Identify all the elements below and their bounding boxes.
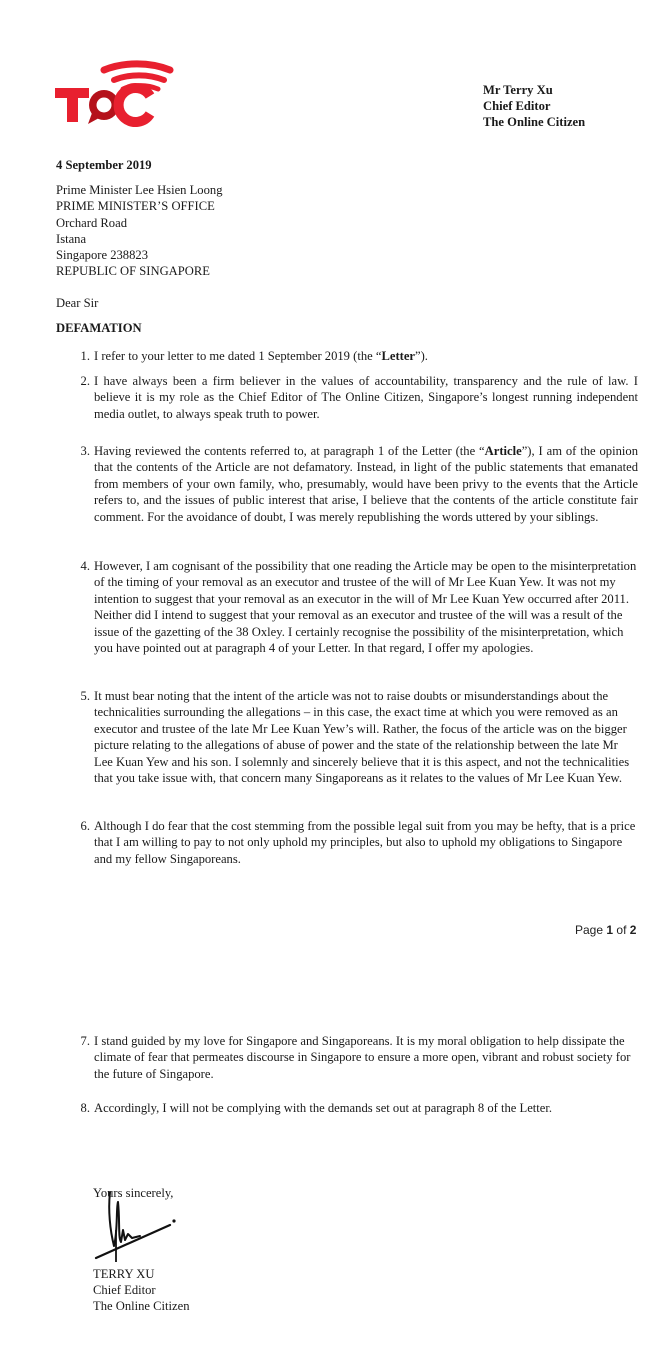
paragraph-4 <box>76 558 638 656</box>
sender-organisation: The Online Citizen <box>483 115 586 129</box>
paragraph-text: I have always been a firm believer in the values of accountability, transparency and the rule of law. I believe it is my role as the Chief Editor of The Online Citizen, Singapore’s longest running independent media outlet, to always speak truth to power. <box>94 374 638 421</box>
paragraph-text: Accordingly, I will not be complying with the demands set out at paragraph 8 of the Letter. <box>94 1101 553 1115</box>
paragraph-number: 3. <box>80 444 90 458</box>
recipient-line: Prime Minister Lee Hsien Loong <box>56 183 223 197</box>
page-label: Page <box>575 923 604 937</box>
paragraph-3 <box>76 443 638 525</box>
salutation: Dear Sir <box>56 296 99 310</box>
letter-date: 4 September 2019 <box>56 158 152 172</box>
paragraph-number: 7. <box>80 1034 90 1048</box>
signoff-block <box>93 1266 190 1315</box>
paragraph-5 <box>76 688 638 786</box>
paragraph-number: 1. <box>80 349 90 363</box>
defined-term: Article <box>484 444 522 458</box>
text-segment: ”), I am of the opinion that the contents of the Article are not defamatory. Instead, in light of the public statements that emanated from members of your own family, who, presumably, would have been privy to the events that the Article refers to, and the issues of public interest that arise, I believe that the contents of the article constitute fair comment. For the avoidance of doubt, I was merely republishing the words uttered by your siblings. <box>94 444 638 524</box>
paragraph-text: I stand guided by my love for Singapore and Singaporeans. It is my moral obligation to help dissipate the climate of fear that permeates discourse in Singapore to ensure a more open, vibrant and robust society for the future of Singapore. <box>94 1034 631 1081</box>
paragraph-number: 2. <box>80 374 90 388</box>
page-number <box>575 922 636 938</box>
toc-logo <box>52 50 177 130</box>
paragraph-8 <box>76 1100 638 1116</box>
recipient-line: REPUBLIC OF SINGAPORE <box>56 264 210 279</box>
paragraph-number: 4. <box>80 559 90 573</box>
signature-icon <box>88 1190 198 1270</box>
closing: Yours sincerely, <box>93 1186 174 1200</box>
total-pages: 2 <box>629 923 637 937</box>
paragraph-text: It must bear noting that the intent of the article was not to raise doubts or misunderstandings about the technicalities surrounding the allegations – in this case, the exact time at which you were removed as an executor and trustee of the late Mr Lee Kuan Yew’s will. Rather, the focus of the article was on the bigger picture relating to the allegations of abuse of power and the state of the relationship between the late Mr Lee Kuan Yew and his son. I solemnly and sincerely believe that it is this aspect, and not the technicalities that you take issue with, that concern many Singaporeans as it relates to the values of Mr Lee Kuan Yew. <box>94 689 630 786</box>
defined-term: Letter <box>381 349 416 363</box>
paragraph-1 <box>76 348 638 364</box>
paragraph-text: However, I am cognisant of the possibility that one reading the Article may be open to the misinterpretation of the timing of your removal as an executor and trustee of the will of Mr Lee Kuan Yew. It was not my intention to suggest that your removal as an executor in the will of Mr Lee Kuan Yew occurred after 2011. Neither did I intend to suggest that your removal as an executor and trustee of the will was a result of the issue of the gazetting of the 38 Oxley. I certainly recognise the possibility of the misinterpretation, which you have pointed out at paragraph 4 of your Letter. In that regard, I offer my apologies. <box>94 559 637 656</box>
paragraph-text: Although I do fear that the cost stemming from the possible legal suit from you may be hefty, that is a price that I am willing to pay to not only uphold my principles, but also to uphold my obligations to Singapore and my fellow Singaporeans. <box>94 819 636 866</box>
recipient-address <box>56 182 223 280</box>
paragraph-number: 8. <box>80 1101 90 1115</box>
of-label: of <box>616 923 627 937</box>
handwritten-signature <box>88 1190 198 1270</box>
recipient-line: Orchard Road <box>56 215 127 230</box>
text-segment: ”). <box>415 349 428 363</box>
text-segment: I refer to your letter to me dated 1 September 2019 (the “ <box>94 349 382 363</box>
paragraph-number: 5. <box>80 689 90 703</box>
sender-name: Mr Terry Xu <box>483 83 553 97</box>
signoff-organisation: The Online Citizen <box>93 1299 190 1314</box>
sender-block <box>483 82 585 130</box>
signoff-name: TERRY XU <box>93 1267 155 1281</box>
paragraph-text <box>94 348 638 364</box>
sender-title: Chief Editor <box>483 99 551 113</box>
text-segment: Having reviewed the contents referred to, at paragraph 1 of the Letter (the “ <box>94 444 485 458</box>
paragraph-7 <box>76 1033 638 1082</box>
paragraph-2 <box>76 373 638 422</box>
recipient-line: Singapore 238823 <box>56 248 148 263</box>
signoff-title: Chief Editor <box>93 1283 156 1298</box>
paragraph-text <box>94 443 638 525</box>
recipient-line: Istana <box>56 231 87 246</box>
recipient-line: PRIME MINISTER’S OFFICE <box>56 199 215 214</box>
paragraph-number: 6. <box>80 819 90 833</box>
subject-heading: DEFAMATION <box>56 321 142 335</box>
current-page: 1 <box>606 923 614 937</box>
paragraph-6 <box>76 818 638 867</box>
wifi-signal-icon <box>52 50 177 130</box>
